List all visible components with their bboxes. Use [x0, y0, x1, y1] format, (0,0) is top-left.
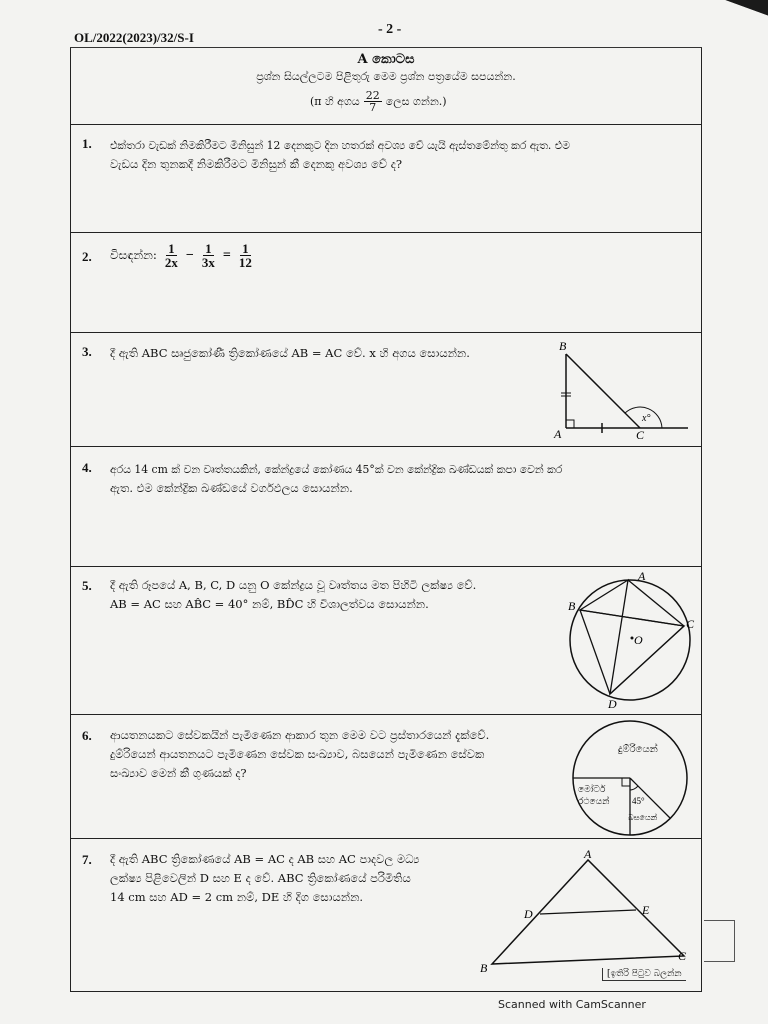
- q2-fraction-3: [237, 242, 254, 269]
- q3-triangle-diagram: [548, 336, 698, 446]
- pi-numerator: 22: [365, 89, 380, 102]
- scanner-watermark: Scanned with CamScanner: [498, 998, 646, 1011]
- turn-over-note: [ඉතිරි පිටුව බලන්න: [602, 968, 686, 981]
- pi-note: [310, 90, 447, 113]
- q4-line1: අරය 14 cm ක් වන වෘත්තයකින්, කේන්ද්‍රයේ කෝණය 45°ක් වන කේන්ද්‍රික ඛණ්ඩයක් කපා වෙන් කර: [110, 463, 563, 476]
- page-number: - 2 -: [378, 22, 402, 37]
- q7-label-a: A: [584, 847, 592, 861]
- q1-line2: වැඩය දින තුනකදී නිමකිරීමට මිනිසුන් කී දෙනකු අවශ්‍ය වේ ද?: [110, 157, 402, 171]
- q2-d2: 3x: [201, 255, 215, 270]
- q2-d3: 12: [238, 255, 252, 270]
- q6-label-car-1: මෝටර්: [578, 784, 606, 794]
- q2-equation: [110, 242, 254, 269]
- q6-line2: දුම්රියෙන් ආයතනයට පැමිණෙන සේවක සංඛ්‍යාව, බසයෙන් පැමිණෙන සේවක: [110, 747, 485, 761]
- q2-fraction-2: [200, 242, 217, 269]
- q6-line3: සංඛ්‍යාව මෙන් කී ගුණයක් ද?: [110, 766, 247, 780]
- q7-label-e: E: [642, 903, 650, 917]
- q4-line2: ඇත. එම කේන්ද්‍රික ඛණ්ඩයේ වර්ගඵලය සොයන්න.: [110, 481, 353, 495]
- q2-minus: −: [185, 247, 194, 263]
- q6-line1: ආයතනයකට සේවකයින් පැමිණෙන ආකාර තුන මෙම වට ප්‍රස්තාරයෙන් දැක්වේ.: [110, 728, 490, 742]
- section-title: A කොටස: [357, 52, 415, 67]
- q5-label-o: O: [634, 633, 643, 647]
- q4-number: 4.: [82, 460, 92, 475]
- divider-top: [70, 124, 702, 125]
- q4-text: [110, 460, 695, 498]
- q5-circle-diagram: [560, 566, 700, 712]
- q6-label-bus: බසයෙන්: [628, 813, 658, 822]
- divider-q1-q2: [70, 232, 702, 233]
- q2-n1: 1: [168, 241, 175, 256]
- q2-equals: =: [222, 247, 231, 263]
- q5-text: [110, 576, 570, 614]
- q1-number: 1.: [82, 136, 92, 151]
- q5-label-c: C: [686, 617, 695, 631]
- q2-number: 2.: [82, 249, 92, 264]
- q6-number: 6.: [82, 728, 92, 743]
- q1-text: [110, 136, 695, 174]
- q7-triangle-diagram: [478, 846, 702, 976]
- q3-label-a: A: [554, 427, 562, 441]
- q5-label-d: D: [608, 697, 617, 711]
- q5-line1: දී ඇති රූපයේ A, B, C, D යනු O කේන්ද්‍රය වූ වෘත්තය මත පිහිටි ලක්ෂ්‍ය වේ.: [110, 578, 477, 592]
- section-instruction: ප්‍රශ්න සියල්ලටම පිළිතුරු මෙම ප්‍රශ්න පත්‍රයේම සපයන්න.: [256, 70, 516, 83]
- q7-label-c: C: [678, 949, 687, 963]
- q2-n3: 1: [242, 241, 249, 256]
- q7-line3: 14 cm සහ AD = 2 cm නම්, DE හි දිග සොයන්න.: [110, 890, 364, 904]
- q5-number: 5.: [82, 578, 92, 593]
- q5-label-b: B: [568, 599, 576, 613]
- q2-n2: 1: [205, 241, 212, 256]
- divider-q3-q4: [70, 446, 702, 447]
- q7-number: 7.: [82, 852, 92, 867]
- q1-line1: එක්තරා වැඩක් නිමකිරීමට මිනිසුන් 12 දෙනකුට දින හතරක් අවශ්‍ය වේ යැයි ඇස්තමේන්තු කර ඇත. එම: [110, 139, 570, 152]
- q3-text: දී ඇති ABC සෘජුකෝණී ත්‍රිකෝණයේ AB = AC වේ. x හි අගය සොයන්න.: [110, 346, 470, 360]
- q3-label-c: C: [636, 428, 645, 442]
- q2-d1: 2x: [164, 255, 178, 270]
- q6-label-angle: 45°: [632, 796, 645, 806]
- page-corner-shadow: [708, 0, 768, 22]
- q3-label-b: B: [559, 339, 567, 353]
- q6-label-train: දුම්රියෙන්: [618, 744, 658, 755]
- q7-label-b: B: [480, 961, 488, 975]
- q7-line2: ලක්ෂ්‍ය පිළිවෙලින් D සහ E ද වේ. ABC ත්‍රිකෝණයේ පරිමිතිය: [110, 871, 411, 885]
- paper-code: OL/2022(2023)/32/S-I: [74, 30, 194, 45]
- divider-q2-q3: [70, 332, 702, 333]
- pi-prefix: (π හි අගය: [310, 94, 360, 108]
- q7-line1: දී ඇති ABC ත්‍රිකෝණයේ AB = AC ද AB සහ AC පාදවල මධ්‍ය: [110, 852, 420, 866]
- q3-label-x: x°: [642, 413, 651, 424]
- margin-tab: [704, 920, 735, 962]
- q6-label-car-2: රථයෙන්: [578, 796, 610, 806]
- q6-pie-chart: [566, 714, 696, 836]
- pi-suffix: ලෙස ගන්න.): [385, 94, 447, 108]
- q6-text: [110, 726, 560, 783]
- q3-number: 3.: [82, 344, 92, 359]
- divider-q6-q7: [70, 838, 702, 839]
- q7-text: [110, 850, 490, 907]
- q5-label-a: A: [638, 569, 646, 583]
- pi-fraction: [364, 90, 382, 113]
- q2-fraction-1: [163, 242, 180, 269]
- q7-label-d: D: [524, 907, 533, 921]
- q5-line2: AB = AC සහ AB̂C = 40° නම්, BD̂C හි විශාලත්වය සොයන්න.: [110, 597, 429, 611]
- q2-label: විසඳන්න:: [110, 248, 157, 262]
- pi-denominator: 7: [369, 101, 377, 114]
